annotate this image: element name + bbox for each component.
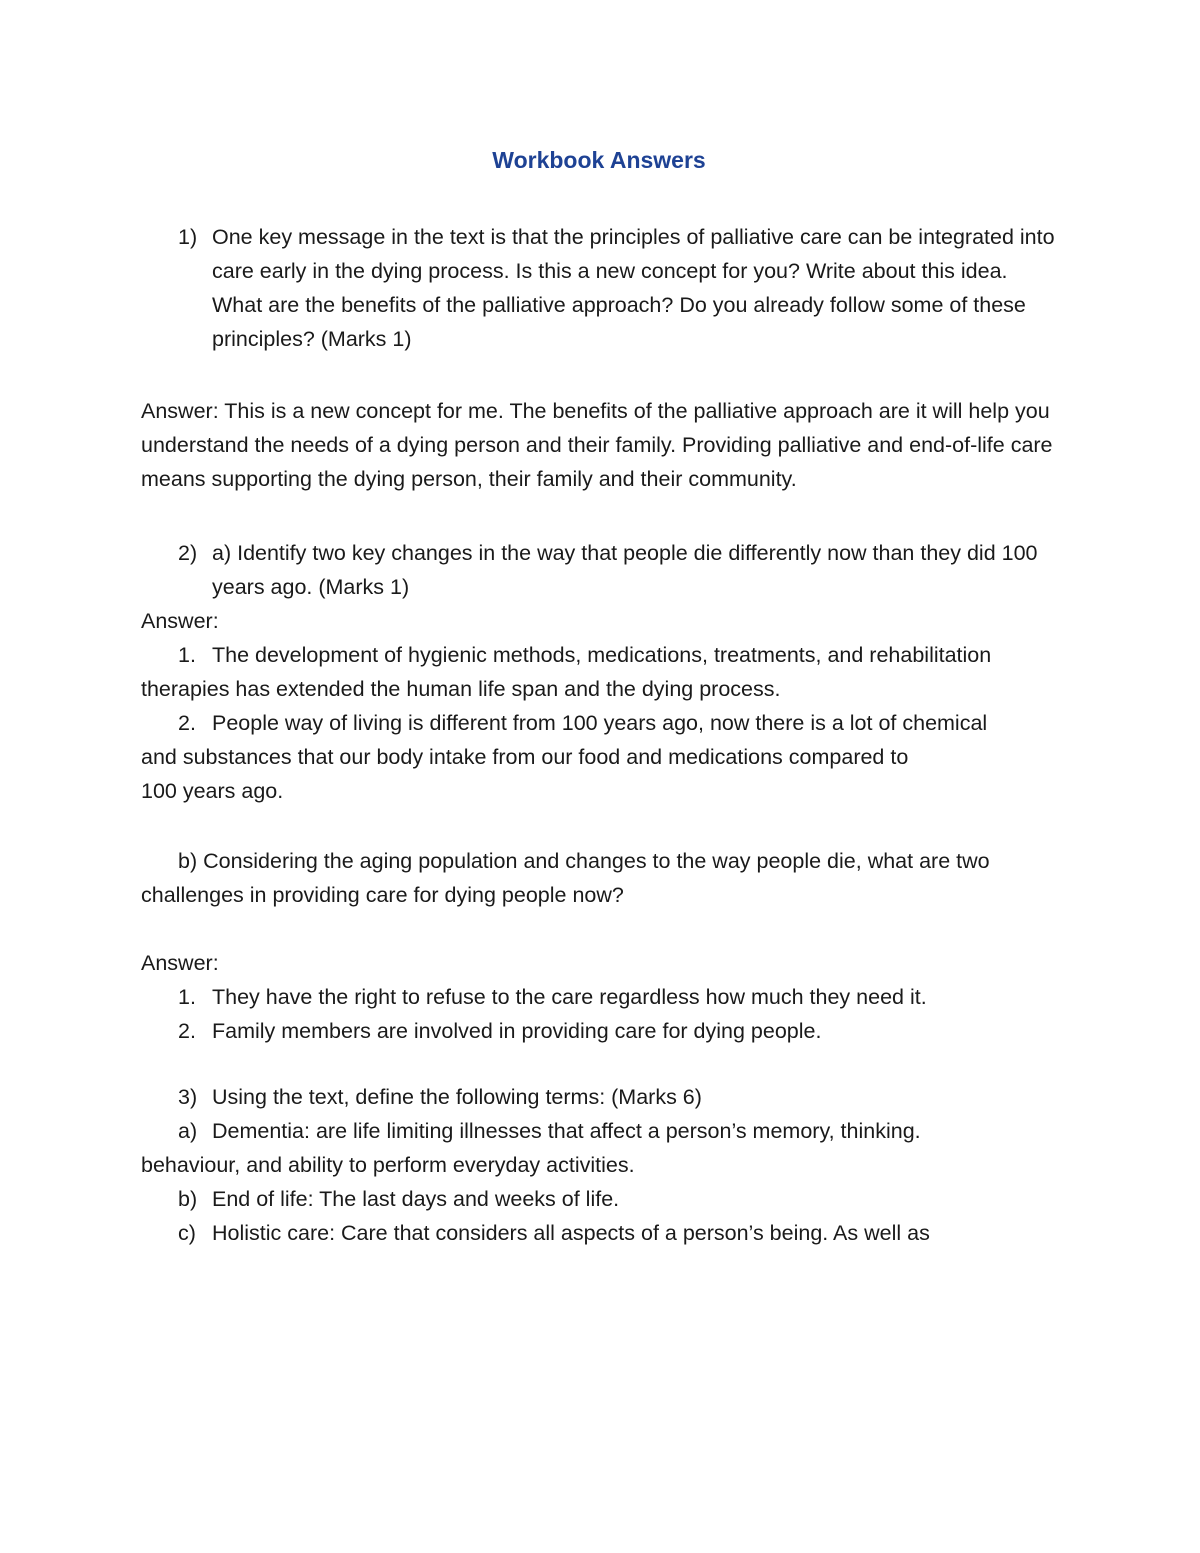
- answer-2a-point-1-item: [178, 638, 1057, 672]
- question-2a-item: [178, 536, 1057, 604]
- question-3-marker: 3): [178, 1085, 198, 1109]
- definition-a-marker: a): [178, 1119, 198, 1143]
- definition-b-item: [178, 1182, 1057, 1216]
- definition-a-text: Dementia: are life limiting illnesses that affect a person’s memory, thinking.: [212, 1119, 921, 1143]
- definition-c-text: Holistic care: Care that considers all aspects of a person’s being. As well as: [212, 1221, 930, 1245]
- answer-2a-point-2-marker: 2.: [178, 711, 196, 735]
- answer-2a-label: Answer:: [141, 609, 219, 633]
- question-3-text: Using the text, define the following terms: (Marks 6): [212, 1085, 702, 1109]
- document-title: Workbook Answers: [492, 147, 706, 173]
- document-content: [141, 146, 1057, 1250]
- answer-2b-point-2-item: [178, 1014, 1057, 1048]
- answer-2a-point-2-continuation: and substances that our body intake from our food and medications compared to: [141, 745, 909, 769]
- answer-2b-point-2-marker: 2.: [178, 1019, 196, 1043]
- answer-2a-point-1-continuation: therapies has extended the human life span and the dying process.: [141, 677, 781, 701]
- definition-b-text: End of life: The last days and weeks of life.: [212, 1187, 620, 1211]
- question-2a-text: a) Identify two key changes in the way that people die differently now than they did 100 years ago. (Marks 1): [212, 541, 1038, 599]
- question-1-marker: 1): [178, 225, 198, 249]
- definition-c-item: [178, 1216, 1057, 1250]
- question-3-item: [178, 1080, 1057, 1114]
- answer-2b-point-1-text: They have the right to refuse to the care regardless how much they need it.: [212, 985, 927, 1009]
- definition-a-item: [178, 1114, 1057, 1148]
- answer-2a-point-2-continuation-2: 100 years ago.: [141, 779, 284, 803]
- answer-2a-point-2-text: People way of living is different from 100 years ago, now there is a lot of chemical: [212, 711, 988, 735]
- answer-2b-point-1-marker: 1.: [178, 985, 196, 1009]
- answer-2b-point-2-text: Family members are involved in providing care for dying people.: [212, 1019, 822, 1043]
- answer-2a-point-1-text: The development of hygienic methods, medications, treatments, and rehabilitation: [212, 643, 992, 667]
- answer-2b-point-1-item: [178, 980, 1057, 1014]
- question-2a-marker: 2): [178, 541, 198, 565]
- definition-c-marker: c): [178, 1221, 196, 1245]
- answer-2a-point-2-item: [178, 706, 1057, 740]
- definition-b-marker: b): [178, 1187, 198, 1211]
- answer-1-paragraph: Answer: This is a new concept for me. The benefits of the palliative approach are it will help you understand the needs of a dying person and their family. Providing palliative and end-of-life care means supporting the dying person, their family and their community.: [141, 399, 1053, 491]
- answer-2a-point-1-marker: 1.: [178, 643, 196, 667]
- answer-2b-label: Answer:: [141, 951, 219, 975]
- definition-a-continuation: behaviour, and ability to perform everyday activities.: [141, 1153, 635, 1177]
- question-1-item: [178, 220, 1057, 356]
- question-1-text: One key message in the text is that the principles of palliative care can be integrated into care early in the dying process. Is this a new concept for you? Write about this idea. What are the benefits of the palliative approach? Do you already follow some of these principles? (Marks 1): [212, 225, 1055, 351]
- question-2b-paragraph: b) Considering the aging population and changes to the way people die, what are two challenges in providing care for dying people now?: [141, 849, 990, 907]
